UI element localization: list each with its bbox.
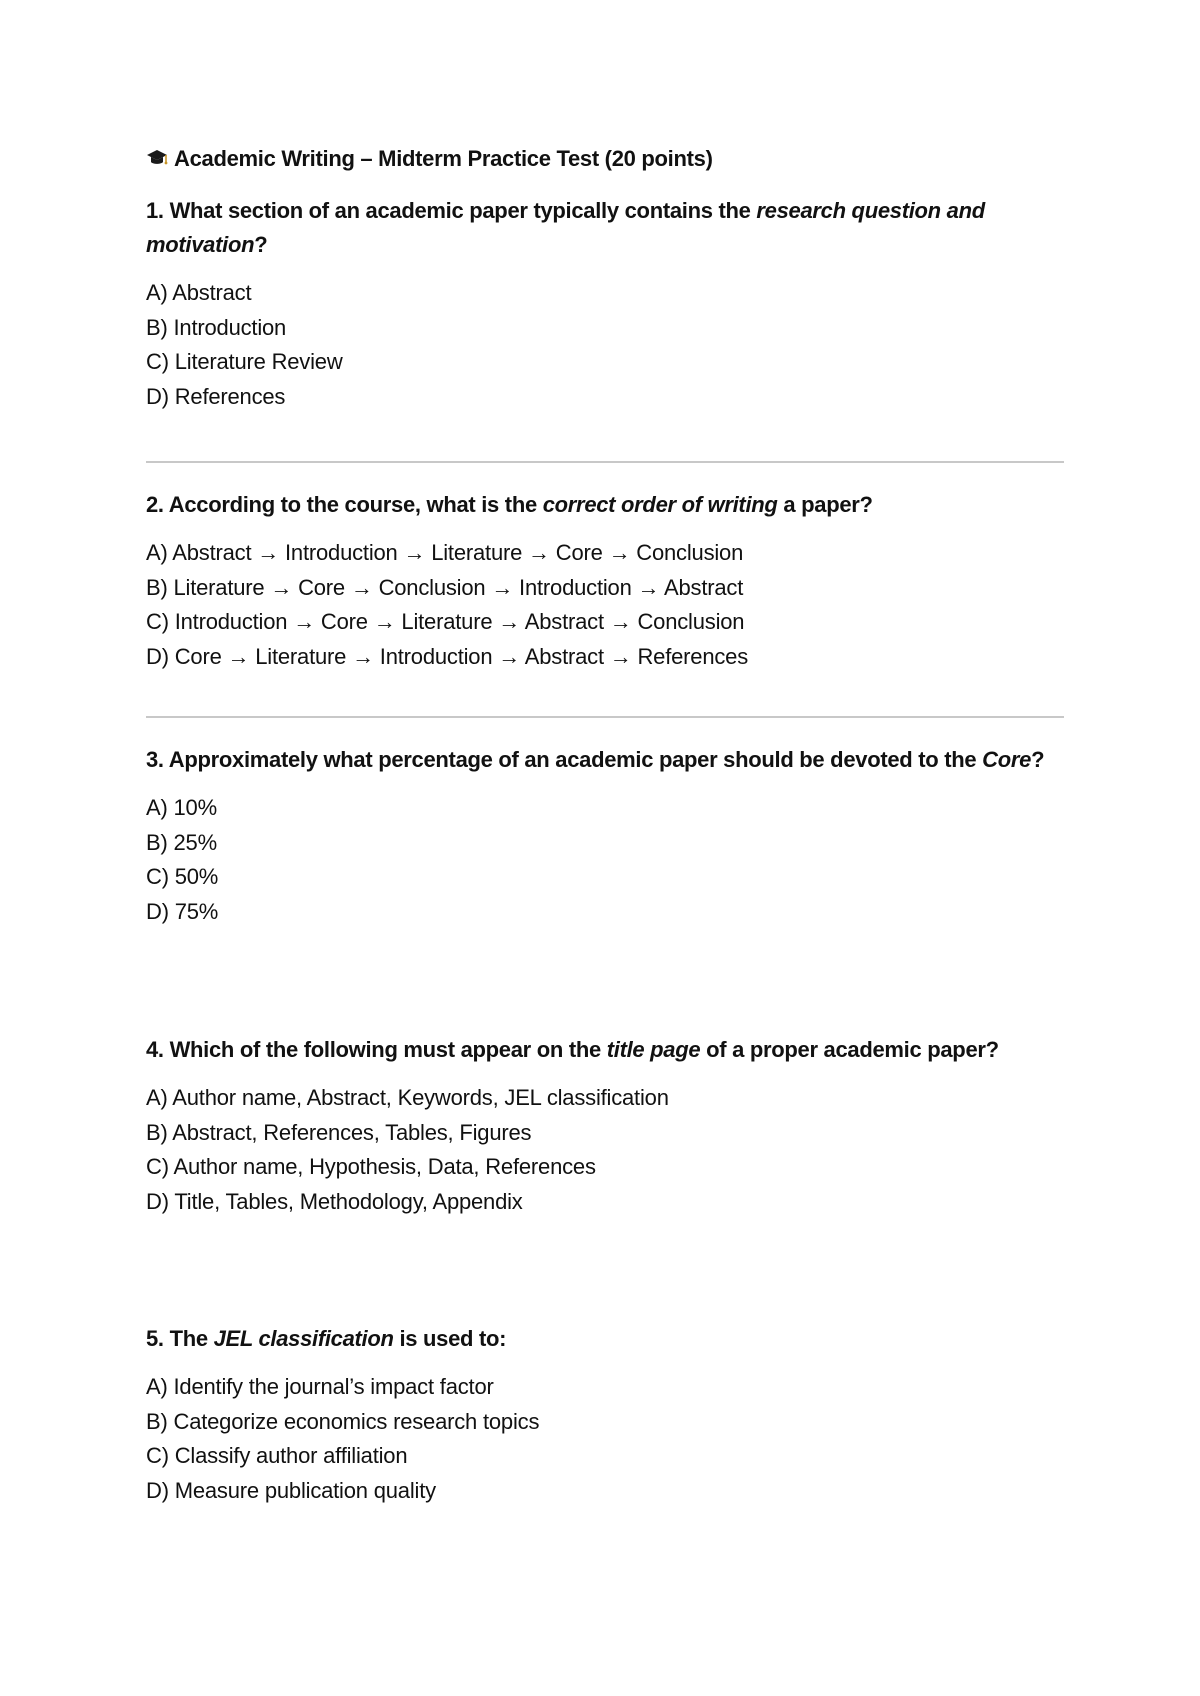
question-number: 2.: [146, 492, 169, 517]
answer-option: B) Abstract, References, Tables, Figures: [146, 1119, 532, 1145]
question-text: [146, 743, 1064, 777]
answer-option: B) 25%: [146, 829, 217, 855]
emphasized-text: title page: [606, 1037, 701, 1062]
divider: [146, 716, 1064, 718]
question-1: [146, 194, 1064, 414]
question-3: [146, 743, 1064, 929]
answer-option: C) Introduction → Core → Literature → Abstract → Conclusion: [146, 609, 745, 634]
answer-options: [146, 1370, 1064, 1508]
question-fragment: According to the course, what is the: [168, 492, 543, 517]
answer-option: B) Introduction: [146, 314, 287, 340]
answer-options: [146, 276, 1064, 414]
answer-option: D) Title, Tables, Methodology, Appendix: [146, 1188, 523, 1214]
answer-option: B) Literature → Core → Conclusion → Introduction → Abstract: [146, 574, 744, 600]
answer-option: D) Measure publication quality: [146, 1477, 436, 1503]
question-number: 3.: [146, 747, 169, 772]
answer-options: [146, 791, 1064, 929]
answer-option: A) 10%: [146, 795, 217, 820]
test-title-text: Academic Writing – Midterm Practice Test (20 points): [174, 146, 713, 171]
answer-option: A) Abstract → Introduction → Literature → Core → Conclusion: [146, 540, 744, 565]
question-fragment: is used to:: [393, 1326, 507, 1351]
answer-option: C) Literature Review: [146, 349, 343, 374]
question-2: [146, 488, 1064, 674]
graduation-cap-icon: [146, 147, 168, 169]
test-title: [146, 146, 713, 172]
question-number: 1.: [146, 198, 170, 223]
question-4: [146, 1033, 1064, 1219]
question-text: [146, 488, 1064, 522]
answer-option: D) 75%: [146, 898, 219, 924]
answer-option: C) Author name, Hypothesis, Data, References: [146, 1154, 596, 1179]
question-fragment: Approximately what percentage of an academic paper should be devoted to the: [168, 747, 983, 772]
question-text: [146, 1322, 1064, 1356]
question-fragment: ?: [1031, 747, 1045, 772]
emphasized-text: Core: [982, 747, 1032, 772]
emphasized-text: correct order of writing: [542, 492, 778, 517]
question-5: [146, 1322, 1064, 1508]
answer-option: C) Classify author affiliation: [146, 1443, 408, 1468]
answer-option: A) Abstract: [146, 280, 252, 305]
divider: [146, 461, 1064, 463]
question-fragment: ?: [254, 232, 268, 257]
question-text: [146, 1033, 1064, 1067]
answer-option: D) Core → Literature → Introduction → Abstract → References: [146, 643, 748, 669]
question-fragment: a paper?: [777, 492, 873, 517]
question-fragment: Which of the following must appear on the: [169, 1037, 607, 1062]
question-number: 5.: [146, 1326, 170, 1351]
question-text: [146, 194, 1064, 262]
answer-option: A) Author name, Abstract, Keywords, JEL classification: [146, 1085, 669, 1110]
emphasized-text: JEL classification: [213, 1326, 394, 1351]
question-fragment: What section of an academic paper typically contains the: [169, 198, 757, 223]
answer-options: [146, 536, 1064, 674]
answer-option: C) 50%: [146, 864, 219, 889]
question-fragment: of a proper academic paper?: [700, 1037, 999, 1062]
answer-options: [146, 1081, 1064, 1219]
answer-option: A) Identify the journal’s impact factor: [146, 1374, 494, 1399]
answer-option: D) References: [146, 383, 286, 409]
question-fragment: The: [169, 1326, 214, 1351]
answer-option: B) Categorize economics research topics: [146, 1408, 540, 1434]
emphasized-text: research question and motivation: [146, 198, 985, 257]
question-number: 4.: [146, 1037, 170, 1062]
